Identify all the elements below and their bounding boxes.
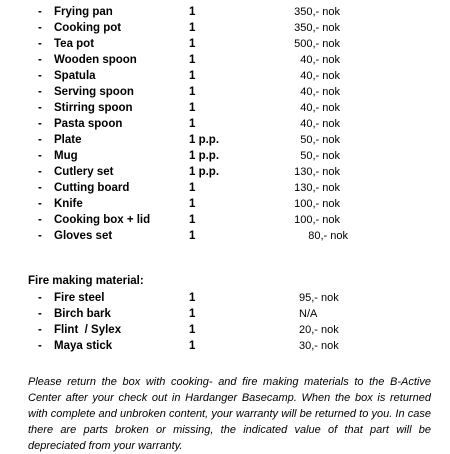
item-quantity: 1 xyxy=(189,214,196,226)
item-price: 50,- nok xyxy=(300,150,340,162)
item-name: Stirring spoon xyxy=(54,102,133,114)
item-name: Plate xyxy=(54,134,82,146)
item-name: Flint / Sylex xyxy=(54,324,122,336)
item-name: Knife xyxy=(54,198,83,210)
list-item xyxy=(0,100,450,116)
bullet-dash: - xyxy=(38,166,42,178)
list-item xyxy=(0,4,450,20)
item-price: 40,- nok xyxy=(300,86,340,98)
item-price: 100,- nok xyxy=(294,214,340,226)
item-quantity: 1 xyxy=(189,308,196,320)
bullet-dash: - xyxy=(38,340,42,352)
return-instructions-note: Please return the box with cooking- and fire making materials to the B-Active Center after your check out in Hardanger Basecamp. When the box is returned with complete and unbroken content, your warranty will be returned to you. In case there are parts broken or missing, the indicated value of that part will be depreciated from your warranty. xyxy=(28,376,431,452)
bullet-dash: - xyxy=(38,118,42,130)
bullet-dash: - xyxy=(38,150,42,162)
item-name: Cooking box + lid xyxy=(54,214,151,226)
list-item xyxy=(0,68,450,84)
item-quantity: 1 xyxy=(189,230,196,242)
bullet-dash: - xyxy=(38,86,42,98)
item-price: 130,- nok xyxy=(294,166,340,178)
item-quantity: 1 xyxy=(189,70,196,82)
item-price: 50,- nok xyxy=(300,134,340,146)
item-quantity: 1 xyxy=(189,6,196,18)
item-quantity: 1 p.p. xyxy=(189,134,220,146)
item-name: Gloves set xyxy=(54,230,113,242)
list-item xyxy=(0,116,450,132)
item-quantity: 1 xyxy=(189,54,196,66)
item-quantity: 1 xyxy=(189,340,196,352)
item-name: Fire steel xyxy=(54,292,105,304)
list-item xyxy=(0,228,450,244)
item-quantity: 1 xyxy=(189,118,196,130)
item-name: Frying pan xyxy=(54,6,113,18)
item-name: Cutting board xyxy=(54,182,130,194)
item-name: Mug xyxy=(54,150,78,162)
item-price: 30,- nok xyxy=(299,340,339,352)
item-name: Cutlery set xyxy=(54,166,114,178)
bullet-dash: - xyxy=(38,22,42,34)
bullet-dash: - xyxy=(38,324,42,336)
item-quantity: 1 xyxy=(189,292,196,304)
list-item xyxy=(0,84,450,100)
item-price: 40,- nok xyxy=(300,102,340,114)
list-item xyxy=(0,148,450,164)
list-item xyxy=(0,180,450,196)
bullet-dash: - xyxy=(38,292,42,304)
item-name: Cooking pot xyxy=(54,22,122,34)
item-price: 100,- nok xyxy=(294,198,340,210)
list-item xyxy=(0,132,450,148)
list-item xyxy=(0,164,450,180)
item-price: 95,- nok xyxy=(299,292,339,304)
bullet-dash: - xyxy=(38,198,42,210)
list-item xyxy=(0,20,450,36)
item-price: 350,- nok xyxy=(294,22,340,34)
bullet-dash: - xyxy=(38,70,42,82)
bullet-dash: - xyxy=(38,38,42,50)
item-price: 40,- nok xyxy=(300,118,340,130)
list-item xyxy=(0,36,450,52)
item-name: Spatula xyxy=(54,70,96,82)
item-quantity: 1 p.p. xyxy=(189,150,220,162)
bullet-dash: - xyxy=(38,134,42,146)
item-name: Wooden spoon xyxy=(54,54,137,66)
item-name: Pasta spoon xyxy=(54,118,123,130)
bullet-dash: - xyxy=(38,214,42,226)
bullet-dash: - xyxy=(38,102,42,114)
item-price: 130,- nok xyxy=(294,182,340,194)
item-name: Tea pot xyxy=(54,38,95,50)
item-price: 500,- nok xyxy=(294,38,340,50)
list-item xyxy=(0,338,450,354)
bullet-dash: - xyxy=(38,230,42,242)
bullet-dash: - xyxy=(38,6,42,18)
bullet-dash: - xyxy=(38,308,42,320)
item-quantity: 1 xyxy=(189,102,196,114)
item-price: 350,- nok xyxy=(294,6,340,18)
item-name: Birch bark xyxy=(54,308,111,320)
bullet-dash: - xyxy=(38,182,42,194)
item-price: 20,- nok xyxy=(299,324,339,336)
item-price: 80,- nok xyxy=(308,230,348,242)
list-item xyxy=(0,290,450,306)
item-price: 40,- nok xyxy=(300,70,340,82)
bullet-dash: - xyxy=(38,54,42,66)
item-quantity: 1 xyxy=(189,198,196,210)
item-quantity: 1 xyxy=(189,38,196,50)
item-price: N/A xyxy=(299,308,318,320)
list-item xyxy=(0,212,450,228)
item-quantity: 1 xyxy=(189,22,196,34)
item-quantity: 1 xyxy=(189,86,196,98)
item-price: 40,- nok xyxy=(300,54,340,66)
list-item xyxy=(0,196,450,212)
item-name: Serving spoon xyxy=(54,86,134,98)
section-heading-fire-making: Fire making material: xyxy=(28,275,144,287)
item-name: Maya stick xyxy=(54,340,113,352)
list-item xyxy=(0,322,450,338)
item-quantity: 1 p.p. xyxy=(189,166,220,178)
item-quantity: 1 xyxy=(189,324,196,336)
list-item xyxy=(0,306,450,322)
item-quantity: 1 xyxy=(189,182,196,194)
list-item xyxy=(0,52,450,68)
